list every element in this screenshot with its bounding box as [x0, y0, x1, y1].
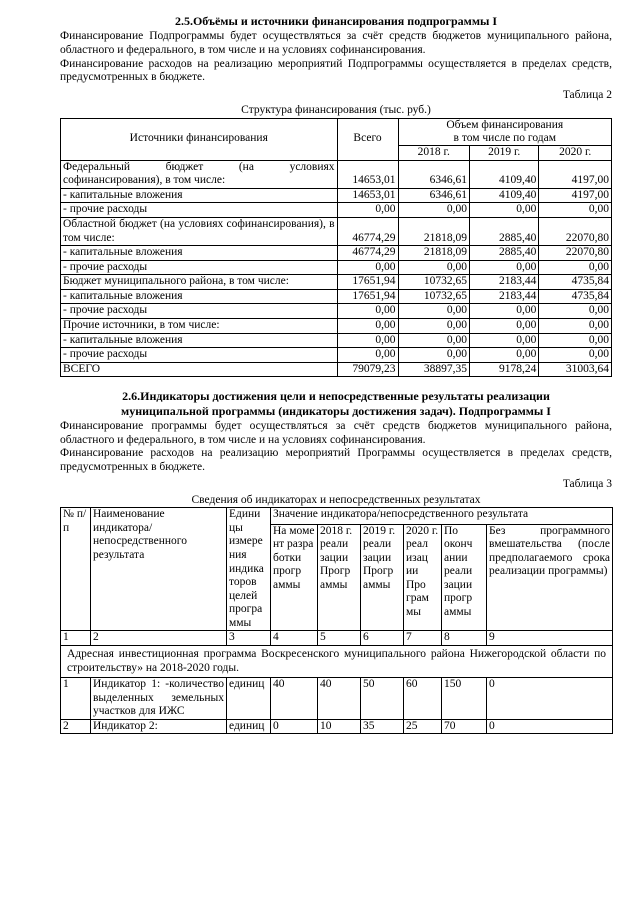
- indicator-name: Индикатор 1: -количество выделенных земельных участков для ИЖС: [91, 678, 227, 720]
- col-number: 3: [227, 631, 271, 646]
- year-2018-cell: 21818,09: [398, 246, 470, 261]
- financing-row: [61, 304, 612, 319]
- year-2019-cell: 4109,40: [470, 188, 539, 203]
- financing-row: [61, 348, 612, 363]
- year-2018-cell: 38897,35: [398, 362, 470, 377]
- program-row: Адресная инвестиционная программа Воскресенского муниципального района Нижегородской области по строительству» на 2018-2020 годы.: [61, 645, 613, 677]
- table-2-label: Таблица 2: [562, 88, 612, 101]
- section-2-5-title: 2.5.Объёмы и источники финансирования подпрограммы I: [174, 14, 498, 28]
- indicator-without: 0: [487, 678, 613, 720]
- indicator-start: 40: [271, 678, 318, 720]
- col-number: 9: [487, 631, 613, 646]
- header-year-2019: 2019 г.: [470, 146, 539, 161]
- year-2020-cell: 4735,84: [539, 289, 612, 304]
- year-2018-cell: 21818,09: [398, 218, 470, 246]
- total-cell: 17651,94: [337, 275, 398, 290]
- header-2020: 2020 г. реал изац ии Про грам мы: [404, 524, 442, 631]
- total-cell: 46774,29: [337, 246, 398, 261]
- total-cell: 46774,29: [337, 218, 398, 246]
- year-2018-cell: 6346,61: [398, 160, 470, 188]
- indicator-2020: 60: [404, 678, 442, 720]
- header-start: На моме нт разра ботки прогр аммы: [271, 524, 318, 631]
- section-2-6-paragraph-2: Финансирование расходов на реализацию мероприятий Программы осуществляется в пределах средств, предусмотренных в бюджете.: [60, 447, 612, 473]
- total-cell: 79079,23: [337, 362, 398, 377]
- source-cell: - прочие расходы: [61, 203, 338, 218]
- total-cell: 14653,01: [337, 160, 398, 188]
- col-number: 2: [91, 631, 227, 646]
- year-2020-cell: 0,00: [539, 304, 612, 319]
- year-2019-cell: 0,00: [470, 348, 539, 363]
- source-cell: - прочие расходы: [61, 304, 338, 319]
- table-3-label: Таблица 3: [562, 478, 612, 491]
- year-2020-cell: 22070,80: [539, 218, 612, 246]
- indicator-2020: 25: [404, 719, 442, 734]
- col-number: 5: [318, 631, 361, 646]
- header-year-2020: 2020 г.: [539, 146, 612, 161]
- col-number: 6: [361, 631, 404, 646]
- indicator-num: 1: [61, 678, 91, 720]
- source-cell: Прочие источники, в том числе:: [61, 318, 338, 333]
- year-2020-cell: 22070,80: [539, 246, 612, 261]
- indicator-num: 2: [61, 719, 91, 734]
- indicator-2019: 50: [361, 678, 404, 720]
- year-2020-cell: 0,00: [539, 203, 612, 218]
- financing-row: [61, 203, 612, 218]
- header-2018: 2018 г. реали зации Прогр аммы: [318, 524, 361, 631]
- year-2020-cell: 4197,00: [539, 160, 612, 188]
- financing-row: [61, 318, 612, 333]
- header-value: Значение индикатора/непосредственного результата: [271, 508, 613, 524]
- year-2018-cell: 0,00: [398, 203, 470, 218]
- total-cell: 0,00: [337, 304, 398, 319]
- year-2020-cell: 0,00: [539, 260, 612, 275]
- header-source: Источники финансирования: [61, 118, 338, 160]
- financing-row: [61, 333, 612, 348]
- col-number: 4: [271, 631, 318, 646]
- year-2019-cell: 0,00: [470, 304, 539, 319]
- document-page: [60, 14, 612, 734]
- year-2020-cell: 4735,84: [539, 275, 612, 290]
- indicator-unit: единиц: [227, 719, 271, 734]
- section-2-5-paragraph-2: Финансирование расходов на реализацию мероприятий Подпрограммы осуществляется в пределах средств, предусмотренных в бюджете.: [60, 57, 612, 84]
- year-2020-cell: 0,00: [539, 348, 612, 363]
- total-cell: 0,00: [337, 333, 398, 348]
- indicator-unit: единиц: [227, 678, 271, 720]
- year-2018-cell: 0,00: [398, 318, 470, 333]
- year-2019-cell: 9178,24: [470, 362, 539, 377]
- section-2-6-title: 2.6.Индикаторы достижения цели и непосредственные результаты реализации муниципальной программы (индикаторы достижения задач). Подпрограммы I: [121, 389, 551, 418]
- table-3-title: Сведения об индикаторах и непосредственных результатах: [191, 493, 481, 506]
- year-2019-cell: 4109,40: [470, 160, 539, 188]
- financing-row: [61, 246, 612, 261]
- source-cell: - капитальные вложения: [61, 289, 338, 304]
- year-2018-cell: 6346,61: [398, 188, 470, 203]
- indicator-2018: 40: [318, 678, 361, 720]
- indicator-2019: 35: [361, 719, 404, 734]
- year-2020-cell: 0,00: [539, 333, 612, 348]
- year-2018-cell: 0,00: [398, 333, 470, 348]
- total-cell: 0,00: [337, 203, 398, 218]
- section-2-6-paragraph-1: Финансирование программы будет осуществляться за счёт средств бюджетов муниципального района, областного и федерального, в том числе и на условиях софинансирования.: [60, 419, 612, 446]
- year-2019-cell: 0,00: [470, 203, 539, 218]
- header-num: № п/п: [61, 508, 91, 631]
- financing-row: [61, 160, 612, 188]
- table-2-title: Структура финансирования (тыс. руб.): [241, 104, 431, 117]
- total-cell: 0,00: [337, 260, 398, 275]
- indicator-2018: 10: [318, 719, 361, 734]
- financing-row: [61, 218, 612, 246]
- source-cell: Бюджет муниципального района, в том числе:: [61, 275, 338, 290]
- financing-row: [61, 289, 612, 304]
- year-2020-cell: 4197,00: [539, 188, 612, 203]
- col-number: 7: [404, 631, 442, 646]
- col-number: 1: [61, 631, 91, 646]
- source-cell: - капитальные вложения: [61, 333, 338, 348]
- financing-row: [61, 260, 612, 275]
- header-volume: Объем финансирования в том числе по годам: [398, 118, 611, 145]
- indicator-end: 150: [442, 678, 487, 720]
- header-unit: Едини цы измере ния индика торов целей програ ммы: [227, 508, 271, 631]
- column-numbers-row: [61, 631, 613, 646]
- source-cell: Областной бюджет (на условиях софинансирования), в том числе:: [61, 218, 338, 246]
- year-2018-cell: 0,00: [398, 304, 470, 319]
- source-cell: - прочие расходы: [61, 348, 338, 363]
- year-2020-cell: 0,00: [539, 318, 612, 333]
- year-2018-cell: 10732,65: [398, 275, 470, 290]
- total-cell: 17651,94: [337, 289, 398, 304]
- source-cell: - капитальные вложения: [61, 188, 338, 203]
- indicator-without: 0: [487, 719, 613, 734]
- year-2019-cell: 0,00: [470, 260, 539, 275]
- total-cell: 0,00: [337, 348, 398, 363]
- year-2019-cell: 0,00: [470, 333, 539, 348]
- total-cell: 0,00: [337, 318, 398, 333]
- header-without: Без программного вмешательства (после предполагаемого срока реализации программы): [487, 524, 613, 631]
- financing-row: [61, 188, 612, 203]
- section-2-5-paragraph-1: Финансирование Подпрограммы будет осуществляться за счёт средств бюджетов муниципального района, областного и федерального, в том числе и на условиях софинансирования.: [60, 30, 612, 56]
- indicator-start: 0: [271, 719, 318, 734]
- indicator-end: 70: [442, 719, 487, 734]
- year-2018-cell: 10732,65: [398, 289, 470, 304]
- indicators-table: [60, 507, 613, 734]
- indicator-row: [61, 678, 613, 720]
- indicator-name: Индикатор 2:: [91, 719, 227, 734]
- year-2018-cell: 0,00: [398, 348, 470, 363]
- source-cell: - капитальные вложения: [61, 246, 338, 261]
- header-name: Наименование индикатора/ непосредственного результата: [91, 508, 227, 631]
- year-2019-cell: 2885,40: [470, 246, 539, 261]
- year-2019-cell: 2183,44: [470, 289, 539, 304]
- header-year-2018: 2018 г.: [398, 146, 470, 161]
- year-2020-cell: 31003,64: [539, 362, 612, 377]
- financing-row: [61, 275, 612, 290]
- year-2019-cell: 0,00: [470, 318, 539, 333]
- year-2019-cell: 2885,40: [470, 218, 539, 246]
- header-total: Всего: [337, 118, 398, 160]
- year-2019-cell: 2183,44: [470, 275, 539, 290]
- source-cell: - прочие расходы: [61, 260, 338, 275]
- total-cell: 14653,01: [337, 188, 398, 203]
- source-cell: ВСЕГО: [61, 362, 338, 377]
- financing-table: [60, 118, 612, 377]
- header-end: По оконч ании реали зации прогр аммы: [442, 524, 487, 631]
- financing-row: [61, 362, 612, 377]
- col-number: 8: [442, 631, 487, 646]
- header-2019: 2019 г. реали зации Прогр аммы: [361, 524, 404, 631]
- source-cell: Федеральный бюджет (на условиях софинансирования), в том числе:: [61, 160, 338, 188]
- indicator-row: [61, 719, 613, 734]
- year-2018-cell: 0,00: [398, 260, 470, 275]
